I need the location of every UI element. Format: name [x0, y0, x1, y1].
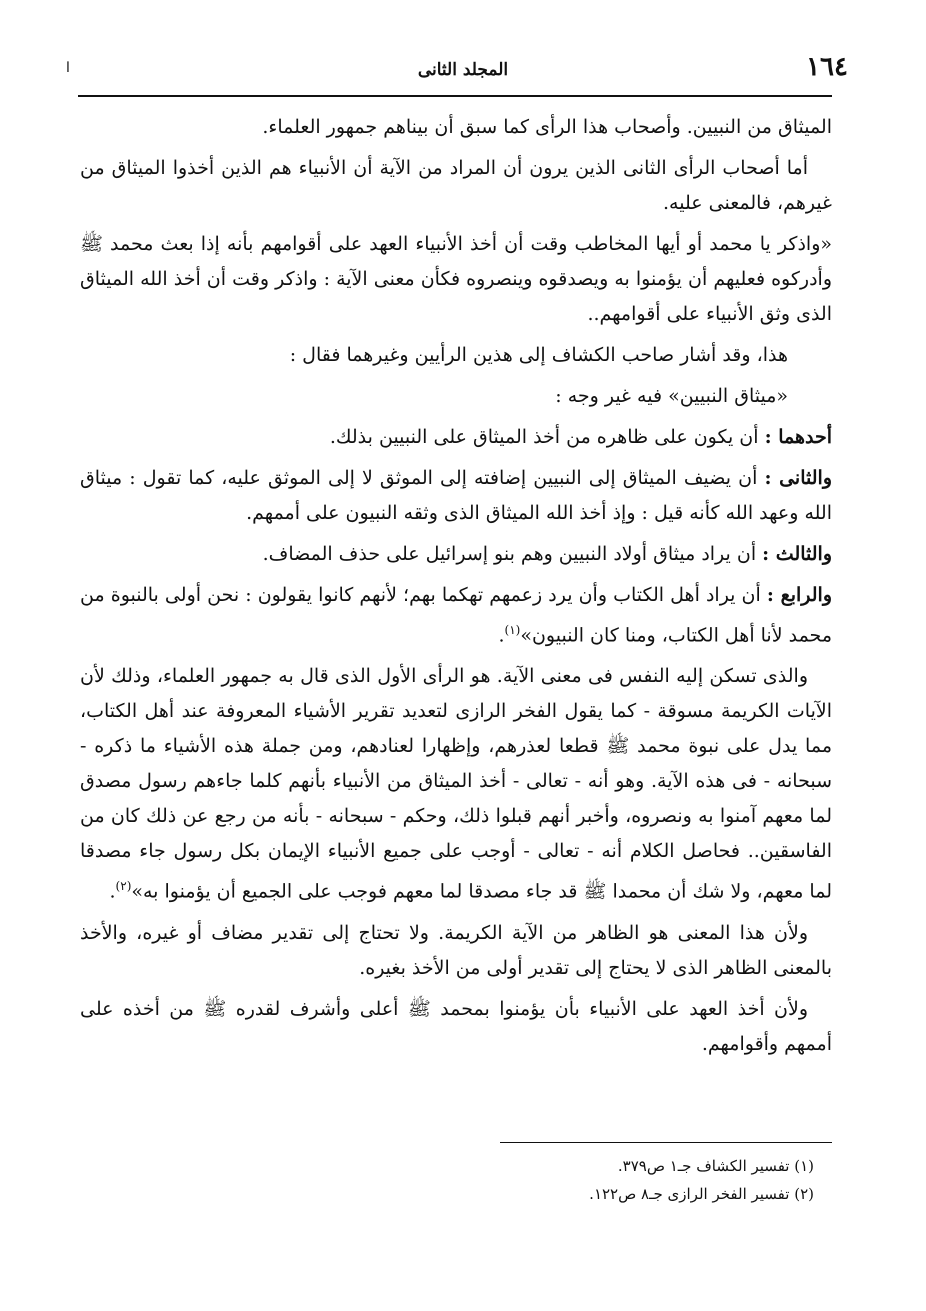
- footnote: (٢) تفسير الفخر الرازى جـ٨ ص١٢٢.: [589, 1185, 814, 1203]
- item-label: والرابع :: [766, 584, 832, 606]
- list-item: [80, 420, 832, 455]
- paragraph-tail: .: [109, 880, 116, 903]
- item-text: أن يراد أهل الكتاب وأن يرد زعمهم تهكما بهم؛ لأنهم كانوا يقولون : نحن أولى بالنبوة من محمد لأنا أهل الكتاب، ومنا كان النبيون»: [80, 584, 832, 647]
- page-edge-mark: ا: [66, 60, 70, 76]
- item-text: أن يضيف الميثاق إلى النبيين إضافته إلى الموثق لا إلى الموثق عليه، كما تقول : ميثاق الله وعهد الله كأنه قيل : وإذ أخذ الله الميثاق الذى وثقه النبيون على أممهم.: [80, 467, 832, 524]
- list-item: [80, 461, 832, 531]
- paragraph: أما أصحاب الرأى الثانى الذين يرون أن المراد من الآية أن الأنبياء هم الذين أخذوا الميثاق من غيرهم، فالمعنى عليه.: [80, 157, 832, 214]
- item-text: أن يراد ميثاق أولاد النبيين وهم بنو إسرائيل على حذف المضاف.: [262, 543, 757, 565]
- page-number: ١٦٤: [806, 52, 848, 82]
- list-item: [80, 537, 832, 572]
- paragraph: هذا، وقد أشار صاحب الكشاف إلى هذين الرأيين وغيرهما فقال :: [289, 344, 788, 366]
- footnote-rule: [500, 1142, 832, 1143]
- paragraph: ولأن هذا المعنى هو الظاهر من الآية الكريمة. ولا تحتاج إلى تقدير مضاف أو غيره، والأخذ بالمعنى الظاهر الذى لا يحتاج إلى تقدير أولى من الأخذ بغيره.: [80, 921, 832, 979]
- paragraph: «ميثاق النبيين» فيه غير وجه :: [555, 385, 788, 407]
- paragraph: «واذكر يا محمد أو أيها المخاطب وقت أن أخذ الأنبياء العهد على أقوامهم بأنه إذا بعث محمد ﷺ وأدركوه فعليهم أن يؤمنوا به ويصدقوه وينصروه فكأن معنى الآية : واذكر وقت أن أخذ الله الميثاق الذى وثق الأنبياء على أقوامهم..: [80, 233, 832, 325]
- header-rule: [78, 95, 832, 97]
- item-label: والثانى :: [764, 467, 832, 489]
- item-label: والثالث :: [762, 543, 832, 565]
- paragraph: [80, 659, 832, 909]
- footnote: (١) تفسير الكشاف جـ١ ص٣٧٩.: [617, 1157, 814, 1175]
- paragraph: ولأن أخذ العهد على الأنبياء بأن يؤمنوا بمحمد ﷺ أعلى وأشرف لقدره ﷺ من أخذه على أممهم وأقوامهم.: [80, 997, 832, 1055]
- page-body: [80, 110, 832, 1068]
- item-text: أن يكون على ظاهره من أخذ الميثاق على النبيين بذلك.: [329, 426, 759, 448]
- paragraph: الميثاق من النبيين. وأصحاب هذا الرأى كما سبق أن بيناهم جمهور العلماء.: [262, 116, 832, 138]
- paragraph-text: والذى تسكن إليه النفس فى معنى الآية. هو الرأى الأول الذى قال به جمهور العلماء، وذلك لأن الآيات الكريمة مسوقة - كما يقول الفخر الرازى لتعديد تقرير الأشياء المعروفة عند أهل الكتاب، مما يدل على نبوة محمد ﷺ قطعا لعذرهم، وإظهارا لعنادهم، ومن جملة هذه الأشياء ما ذكره - سبحانه - فى هذه الآية. وهو أنه - تعالى - أخذ الميثاق من الأنبياء بأنهم كلما جاءهم رسول مصدق لما معهم آمنوا به ونصروه، وأخبر أنهم قبلوا ذلك، وحكم - سبحانه - بأنه من رجع عن ذلك كان من الفاسقين.. فحاصل الكلام أنه - تعالى - أوجب على جميع الأنبياء الإيمان بكل رسول جاء مصدقا لما معهم، ولا شك أن محمدا ﷺ قد جاء مصدقا لما معهم فوجب على الجميع أن يؤمنوا به»: [80, 665, 832, 903]
- item-label: أحدهما :: [764, 426, 832, 448]
- running-header-title: المجلد الثانى: [417, 60, 509, 80]
- list-item: [80, 578, 832, 653]
- footnote-ref: (٢): [115, 879, 132, 894]
- item-tail: .: [498, 624, 505, 647]
- footnote-ref: (١): [504, 623, 521, 637]
- footnotes: [80, 1152, 814, 1208]
